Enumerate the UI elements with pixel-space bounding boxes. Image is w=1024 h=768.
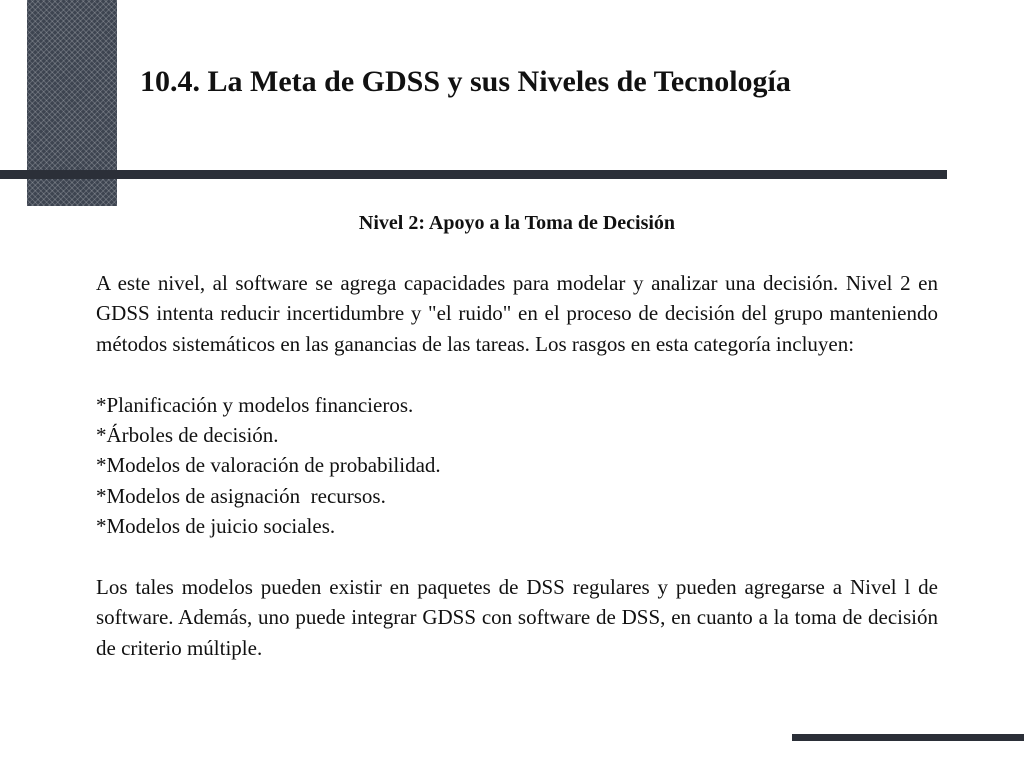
feature-item: *Modelos de valoración de probabilidad. xyxy=(96,453,441,478)
feature-item: *Modelos de asignación recursos. xyxy=(96,483,386,508)
feature-item: *Modelos de juicio sociales. xyxy=(96,514,336,539)
feature-item: *Árboles de decisión. xyxy=(96,423,279,448)
intro-paragraph: A este nivel, al software se agrega capacidades para modelar y analizar una decisión. Nivel 2 en GDSS intenta reducir incertidumbre y "el ruido" en el proceso de decisión del grupo manteniendo métodos sistemáticos en las ganancias de las tareas. Los rasgos en esta categoría incluyen: xyxy=(96,271,938,356)
title-divider-rule xyxy=(0,170,947,179)
section-subtitle: Nivel 2: Apoyo a la Toma de Decisión xyxy=(358,212,676,234)
slide-body xyxy=(96,268,938,663)
slide-title: 10.4. La Meta de GDSS y sus Niveles de Tecnología xyxy=(140,65,791,98)
closing-paragraph: Los tales modelos pueden existir en paquetes de DSS regulares y pueden agregarse a Nivel l de software. Además, uno puede integrar GDSS con software de DSS, en cuanto a la toma de decisión de criterio múltiple. xyxy=(96,575,938,660)
feature-item: *Planificación y modelos financieros. xyxy=(96,392,414,417)
feature-list xyxy=(96,390,938,542)
footer-divider-rule xyxy=(792,734,1024,741)
